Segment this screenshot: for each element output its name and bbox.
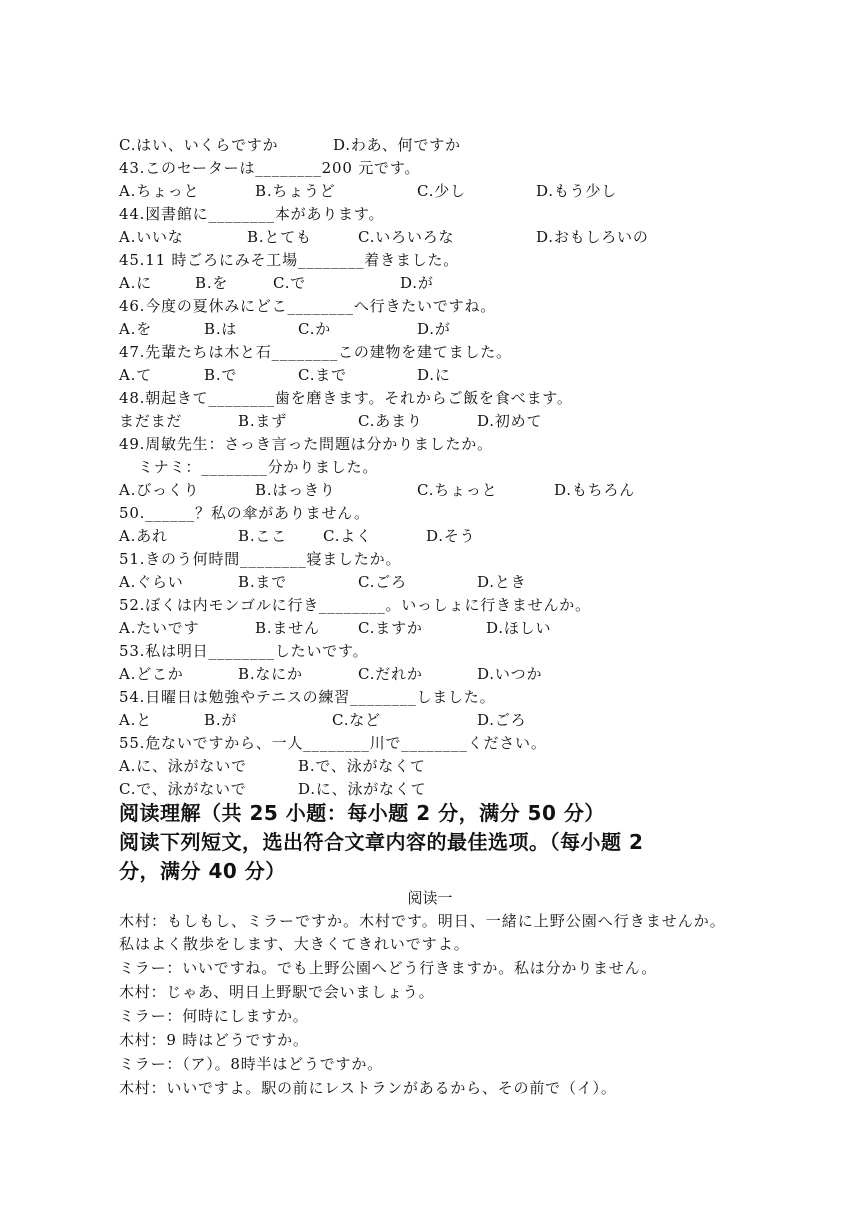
question-52: 52.ぼくは内モンゴルに行き________。いっしょに行きませんか。 [119,596,591,614]
option-a: まだまだ [119,412,183,430]
option-b: B.は [204,320,238,338]
option-a: A.に、泳がないで [119,757,247,775]
option-b: B.ちょうど [255,182,336,200]
option-d: D.もう少し [536,182,618,200]
option-b: B.ません [255,619,320,637]
option-d: D.おもしろいの [536,228,649,246]
dialogue-line: ミラー：いいですね。でも上野公園へどう行きますか。私は分かりません。 [119,959,658,977]
dialogue-line: ミラー：（ア）。8時半はどうですか。 [119,1055,383,1073]
dialogue-line: 木村：いいですよ。駅の前にレストランがあるから、その前で（イ）。 [119,1079,617,1097]
option-a: A.びっくり [119,481,200,499]
question-49: 49.周敏先生：さっき言った問題は分かりましたか。 [119,435,493,453]
option-a: A.ちょっと [119,182,200,200]
option-c: C.で [273,274,307,292]
option-d: D.が [417,320,451,338]
option-c: C.いろいろな [358,228,455,246]
question-48: 48.朝起きて________歯を磨きます。それからご飯を食べます。 [119,389,573,407]
question-44: 44.図書館に________本があります。 [119,205,385,223]
question-54: 54.日曜日は勉強やテニスの練習________しました。 [119,688,496,706]
section-title: 阅读理解（共 25 小题：每小题 2 分，满分 50 分） [119,801,605,825]
option-b: B.を [195,274,229,292]
option-c: C.少し [417,182,466,200]
option-b: B.ここ [238,527,287,545]
option-c: C.か [298,320,332,338]
option-d: D.に [417,366,451,384]
option-a: A.あれ [119,527,168,545]
option-b: B.で、泳がなくて [298,757,426,775]
dialogue-line: 木村：9 時はどうですか。 [119,1031,309,1049]
option-c: C.だれか [358,665,423,683]
option-a: A.どこか [119,665,184,683]
option-a: A.いいな [119,228,184,246]
option-d: D.に、泳がなくて [298,780,427,798]
option-d: D.初めて [477,412,543,430]
option-d: D.ごろ [477,711,527,729]
option-b: B.まず [238,412,287,430]
dialogue-line: 木村：じゃあ、明日上野駅で会いましょう。 [119,983,435,1001]
option-d: D.もちろん [554,481,636,499]
option-b: B.はっきり [255,481,336,499]
option-b: B.とても [247,228,312,246]
question-51: 51.きのう何時間________寝ましたか。 [119,550,402,568]
option-b: B.なにか [238,665,303,683]
option-a: A.て [119,366,153,384]
option-c: C.ごろ [358,573,407,591]
question-43: 43.このセーターは________200 元です。 [119,159,421,177]
option-a: A.と [119,711,153,729]
section-instruction: 阅读下列短文，选出符合文章内容的最佳选项。（每小题 2 [119,830,644,854]
option-b: B.まで [238,573,287,591]
question-50: 50.______？私の傘がありません。 [119,504,370,522]
option-c: C.ちょっと [417,481,498,499]
question-47: 47.先輩たちは木と石________この建物を建てました。 [119,343,512,361]
option-d: D.が [400,274,434,292]
question-55: 55.危ないですから、一人________川で________ください。 [119,734,547,752]
option-c: C.ますか [358,619,423,637]
dialogue-line: ミラー：何時にしますか。 [119,1007,309,1025]
section-instruction-cont: 分，满分 40 分） [119,859,286,883]
option-d: D.そう [426,527,476,545]
option-b: B.で [204,366,238,384]
option-c: C.まで [298,366,347,384]
option-d: D.とき [477,573,527,591]
option-c: C.あまり [358,412,423,430]
question-45: 45.11 時ごろにみそ工場________着きました。 [119,251,460,269]
question-53: 53.私は明日________したいです。 [119,642,369,660]
option-line: D.わあ、何ですか [333,136,461,154]
option-b: B.が [204,711,238,729]
question-49-reply: ミナミ：________分かりました。 [138,458,379,476]
reading-title: 阅读一 [407,889,453,907]
option-a: A.に [119,274,153,292]
option-a: A.たいです [119,619,200,637]
option-a: A.を [119,320,153,338]
option-a: A.ぐらい [119,573,184,591]
option-d: D.いつか [477,665,543,683]
option-c: C.で、泳がないで [119,780,247,798]
option-line: C.はい、いくらですか [119,136,279,154]
option-d: D.ほしい [486,619,552,637]
dialogue-line: 木村：もしもし、ミラーですか。木村です。明日、一緒に上野公園へ行きませんか。私はよく散歩をします、大きくてきれいですよ。 [119,912,726,953]
option-c: C.など [332,711,381,729]
option-c: C.よく [323,527,372,545]
question-46: 46.今度の夏休みにどこ________へ行きたいですね。 [119,297,497,315]
